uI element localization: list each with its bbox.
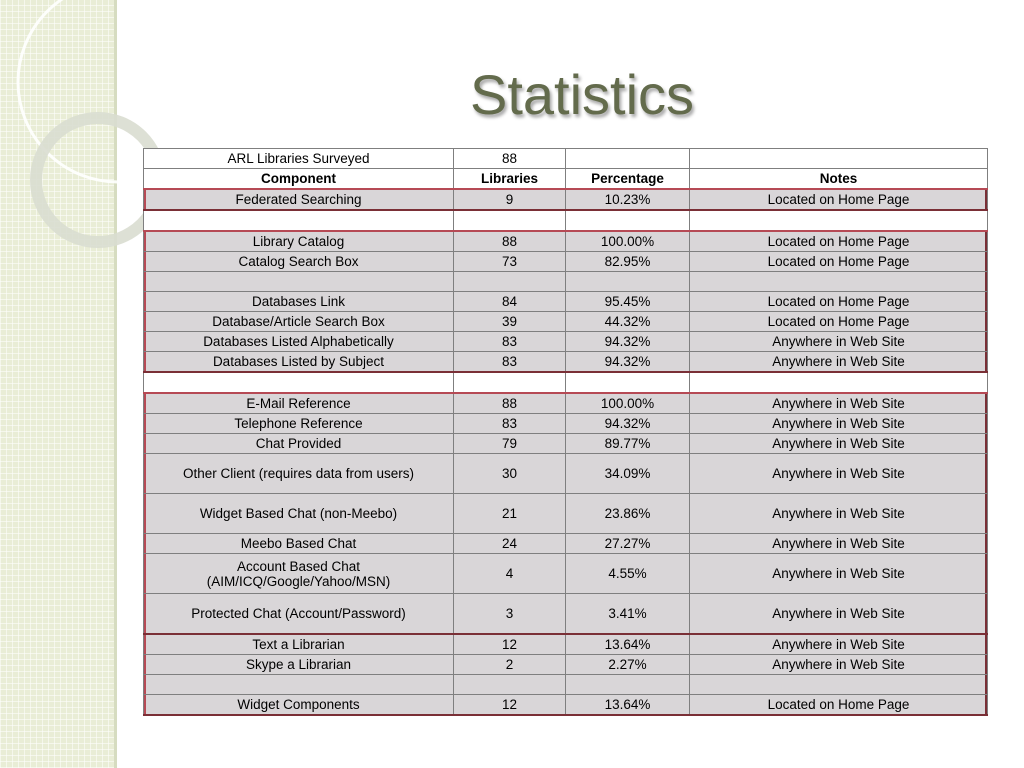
table-row bbox=[144, 189, 988, 210]
cell-libraries: 84 bbox=[454, 292, 566, 312]
spacer-row bbox=[144, 210, 988, 231]
cell-percentage: 13.64% bbox=[566, 634, 690, 655]
cell-notes: Anywhere in Web Site bbox=[690, 393, 988, 414]
cell-percentage: 44.32% bbox=[566, 312, 690, 332]
cell-notes: Located on Home Page bbox=[690, 312, 988, 332]
page-title: Statistics bbox=[469, 63, 695, 126]
cell-percentage bbox=[566, 272, 690, 292]
cell-component: Skype a Librarian bbox=[144, 655, 454, 675]
table-row bbox=[144, 414, 988, 434]
cell-component: Telephone Reference bbox=[144, 414, 454, 434]
cell-component bbox=[144, 210, 454, 231]
cell-libraries: 79 bbox=[454, 434, 566, 454]
statistics-table bbox=[143, 148, 988, 716]
decorative-circles bbox=[0, 0, 160, 300]
cell-percentage: 100.00% bbox=[566, 231, 690, 252]
cell-notes: Anywhere in Web Site bbox=[690, 454, 988, 494]
surveyed-label: ARL Libraries Surveyed bbox=[144, 149, 454, 169]
cell-libraries: 12 bbox=[454, 634, 566, 655]
cell-percentage: 95.45% bbox=[566, 292, 690, 312]
table-row bbox=[144, 272, 988, 292]
cell-libraries: 4 bbox=[454, 554, 566, 594]
table-row bbox=[144, 454, 988, 494]
cell-notes: Located on Home Page bbox=[690, 231, 988, 252]
header-component: Component bbox=[144, 169, 454, 190]
cell-component: Widget Components bbox=[144, 695, 454, 716]
cell-notes: Anywhere in Web Site bbox=[690, 534, 988, 554]
empty-cell bbox=[690, 149, 988, 169]
cell-component: Text a Librarian bbox=[144, 634, 454, 655]
cell-libraries bbox=[454, 210, 566, 231]
cell-percentage: 4.55% bbox=[566, 554, 690, 594]
cell-notes: Anywhere in Web Site bbox=[690, 414, 988, 434]
table-row bbox=[144, 332, 988, 352]
cell-component: Meebo Based Chat bbox=[144, 534, 454, 554]
cell-percentage: 100.00% bbox=[566, 393, 690, 414]
cell-notes: Located on Home Page bbox=[690, 292, 988, 312]
cell-notes: Anywhere in Web Site bbox=[690, 594, 988, 635]
cell-libraries: 88 bbox=[454, 393, 566, 414]
cell-component: Databases Listed by Subject bbox=[144, 352, 454, 373]
table-row bbox=[144, 494, 988, 534]
cell-percentage bbox=[566, 372, 690, 393]
cell-component: Chat Provided bbox=[144, 434, 454, 454]
cell-libraries: 3 bbox=[454, 594, 566, 635]
cell-component bbox=[144, 675, 454, 695]
cell-notes: Located on Home Page bbox=[690, 252, 988, 272]
table-row bbox=[144, 554, 988, 594]
cell-percentage: 2.27% bbox=[566, 655, 690, 675]
table-row bbox=[144, 393, 988, 414]
cell-percentage: 13.64% bbox=[566, 695, 690, 716]
statistics-table-container bbox=[143, 148, 987, 716]
cell-component: Databases Listed Alphabetically bbox=[144, 332, 454, 352]
cell-libraries: 24 bbox=[454, 534, 566, 554]
cell-notes: Anywhere in Web Site bbox=[690, 434, 988, 454]
cell-notes: Located on Home Page bbox=[690, 695, 988, 716]
table-row bbox=[144, 594, 988, 635]
cell-component: Account Based Chat (AIM/ICQ/Google/Yahoo/MSN) bbox=[144, 554, 454, 594]
cell-component bbox=[144, 372, 454, 393]
cell-component: Database/Article Search Box bbox=[144, 312, 454, 332]
cell-notes: Anywhere in Web Site bbox=[690, 352, 988, 373]
cell-component: E-Mail Reference bbox=[144, 393, 454, 414]
table-row bbox=[144, 252, 988, 272]
table-row bbox=[144, 292, 988, 312]
table-row bbox=[144, 695, 988, 716]
table-row bbox=[144, 312, 988, 332]
header-percentage: Percentage bbox=[566, 169, 690, 190]
header-libraries: Libraries bbox=[454, 169, 566, 190]
cell-notes: Anywhere in Web Site bbox=[690, 634, 988, 655]
header-row bbox=[144, 169, 988, 190]
cell-percentage bbox=[566, 675, 690, 695]
cell-component: Widget Based Chat (non-Meebo) bbox=[144, 494, 454, 534]
cell-libraries: 83 bbox=[454, 332, 566, 352]
cell-notes bbox=[690, 272, 988, 292]
cell-percentage: 89.77% bbox=[566, 434, 690, 454]
cell-libraries bbox=[454, 372, 566, 393]
cell-percentage: 94.32% bbox=[566, 352, 690, 373]
cell-notes: Located on Home Page bbox=[690, 189, 988, 210]
cell-percentage: 94.32% bbox=[566, 332, 690, 352]
cell-percentage bbox=[566, 210, 690, 231]
cell-component: Library Catalog bbox=[144, 231, 454, 252]
cell-notes: Anywhere in Web Site bbox=[690, 494, 988, 534]
cell-notes: Anywhere in Web Site bbox=[690, 655, 988, 675]
table-row bbox=[144, 231, 988, 252]
cell-percentage: 23.86% bbox=[566, 494, 690, 534]
cell-libraries: 30 bbox=[454, 454, 566, 494]
cell-libraries: 2 bbox=[454, 655, 566, 675]
spacer-row bbox=[144, 372, 988, 393]
table-row bbox=[144, 655, 988, 675]
cell-libraries: 39 bbox=[454, 312, 566, 332]
cell-notes bbox=[690, 372, 988, 393]
cell-component bbox=[144, 272, 454, 292]
cell-percentage: 82.95% bbox=[566, 252, 690, 272]
cell-notes: Anywhere in Web Site bbox=[690, 554, 988, 594]
cell-percentage: 27.27% bbox=[566, 534, 690, 554]
surveyed-value: 88 bbox=[454, 149, 566, 169]
cell-percentage: 34.09% bbox=[566, 454, 690, 494]
cell-libraries: 88 bbox=[454, 231, 566, 252]
cell-component: Protected Chat (Account/Password) bbox=[144, 594, 454, 635]
empty-cell bbox=[566, 149, 690, 169]
cell-libraries: 12 bbox=[454, 695, 566, 716]
cell-percentage: 10.23% bbox=[566, 189, 690, 210]
cell-libraries: 83 bbox=[454, 414, 566, 434]
cell-libraries bbox=[454, 675, 566, 695]
cell-component: Databases Link bbox=[144, 292, 454, 312]
cell-notes bbox=[690, 675, 988, 695]
cell-percentage: 94.32% bbox=[566, 414, 690, 434]
cell-libraries: 83 bbox=[454, 352, 566, 373]
cell-component: Catalog Search Box bbox=[144, 252, 454, 272]
table-row bbox=[144, 534, 988, 554]
header-notes: Notes bbox=[690, 169, 988, 190]
cell-libraries: 9 bbox=[454, 189, 566, 210]
cell-notes: Anywhere in Web Site bbox=[690, 332, 988, 352]
cell-libraries bbox=[454, 272, 566, 292]
table-row bbox=[144, 434, 988, 454]
cell-libraries: 21 bbox=[454, 494, 566, 534]
cell-notes bbox=[690, 210, 988, 231]
cell-component: Federated Searching bbox=[144, 189, 454, 210]
cell-libraries: 73 bbox=[454, 252, 566, 272]
surveyed-row bbox=[144, 149, 988, 169]
cell-percentage: 3.41% bbox=[566, 594, 690, 635]
cell-component: Other Client (requires data from users) bbox=[144, 454, 454, 494]
table-row bbox=[144, 634, 988, 655]
table-row bbox=[144, 352, 988, 373]
table-row bbox=[144, 675, 988, 695]
